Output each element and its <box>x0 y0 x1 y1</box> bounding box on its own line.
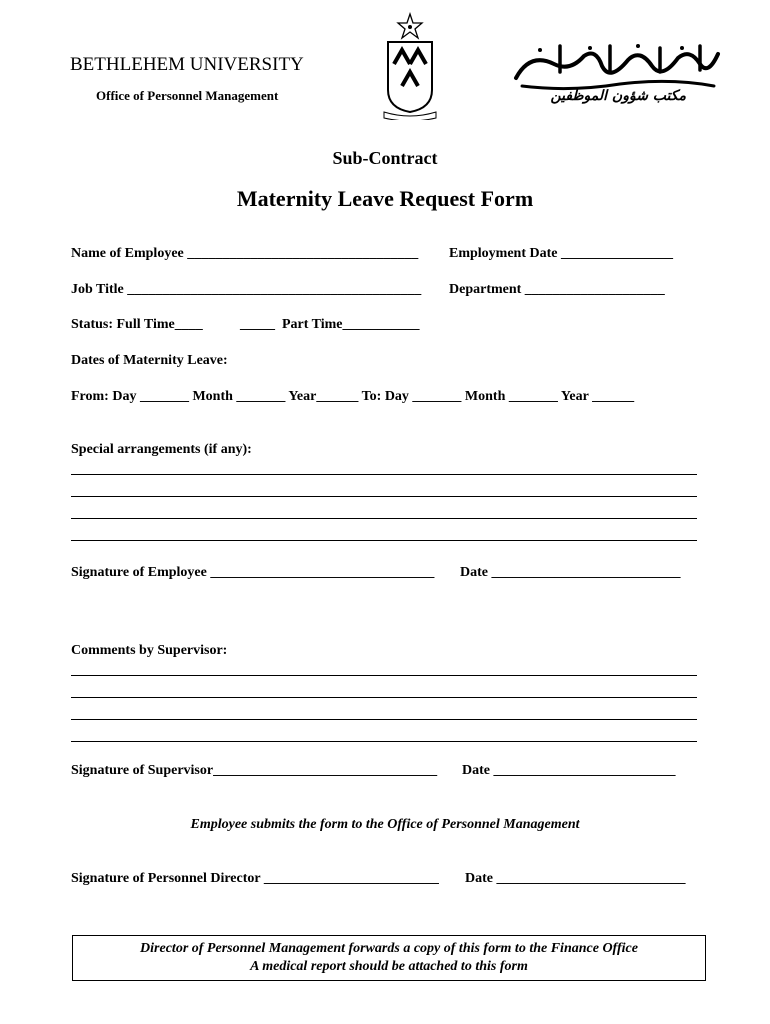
special-arrangements-line[interactable] <box>71 496 697 497</box>
supervisor-comments-line[interactable] <box>71 675 697 676</box>
special-arrangements-label: Special arrangements (if any): <box>71 442 252 457</box>
dates-heading: Dates of Maternity Leave: <box>71 353 228 368</box>
supervisor-comments-line[interactable] <box>71 741 697 742</box>
university-crest-icon <box>380 12 440 120</box>
status-full-time-field[interactable]: Status: Full Time____ <box>71 317 203 332</box>
employee-signature-field[interactable]: Signature of Employee ________________________________ <box>71 565 435 580</box>
arabic-calligraphy-logo <box>510 42 722 94</box>
supervisor-comments-line[interactable] <box>71 697 697 698</box>
employee-date-field[interactable]: Date ___________________________ <box>460 565 681 580</box>
status-blank-field[interactable]: _____ <box>240 317 275 332</box>
leave-dates-field[interactable]: From: Day _______ Month _______ Year______ To: Day _______ Month _______ Year ______ <box>71 389 635 404</box>
office-name: Office of Personnel Management <box>96 88 279 103</box>
supervisor-comments-label: Comments by Supervisor: <box>71 643 228 658</box>
name-of-employee-field[interactable]: Name of Employee _________________________________ <box>71 246 419 261</box>
special-arrangements-line[interactable] <box>71 518 697 519</box>
form-subtitle: Sub-Contract <box>332 148 438 168</box>
submission-note: Employee submits the form to the Office of Personnel Management <box>190 817 580 832</box>
arabic-office-name: مكتب شؤون الموظفين <box>550 88 686 104</box>
supervisor-date-field[interactable]: Date __________________________ <box>462 763 676 778</box>
special-arrangements-line[interactable] <box>71 474 697 475</box>
form-title: Maternity Leave Request Form <box>236 186 534 211</box>
director-date-field[interactable]: Date ___________________________ <box>465 871 686 886</box>
footer-note-line-2: A medical report should be attached to this form <box>250 959 528 974</box>
supervisor-comments-line[interactable] <box>71 719 697 720</box>
director-signature-field[interactable]: Signature of Personnel Director _________________________ <box>71 871 439 886</box>
supervisor-signature-field[interactable]: Signature of Supervisor________________________________ <box>71 763 438 778</box>
footer-note-box <box>72 935 706 981</box>
special-arrangements-line[interactable] <box>71 540 697 541</box>
university-name: BETHLEHEM UNIVERSITY <box>70 54 304 75</box>
footer-note-line-1: Director of Personnel Management forwards a copy of this form to the Finance Office <box>140 941 638 956</box>
employment-date-field[interactable]: Employment Date ________________ <box>449 246 673 261</box>
part-time-field[interactable]: Part Time___________ <box>282 317 420 332</box>
job-title-field[interactable]: Job Title __________________________________________ <box>71 282 422 297</box>
department-field[interactable]: Department ____________________ <box>449 282 665 297</box>
